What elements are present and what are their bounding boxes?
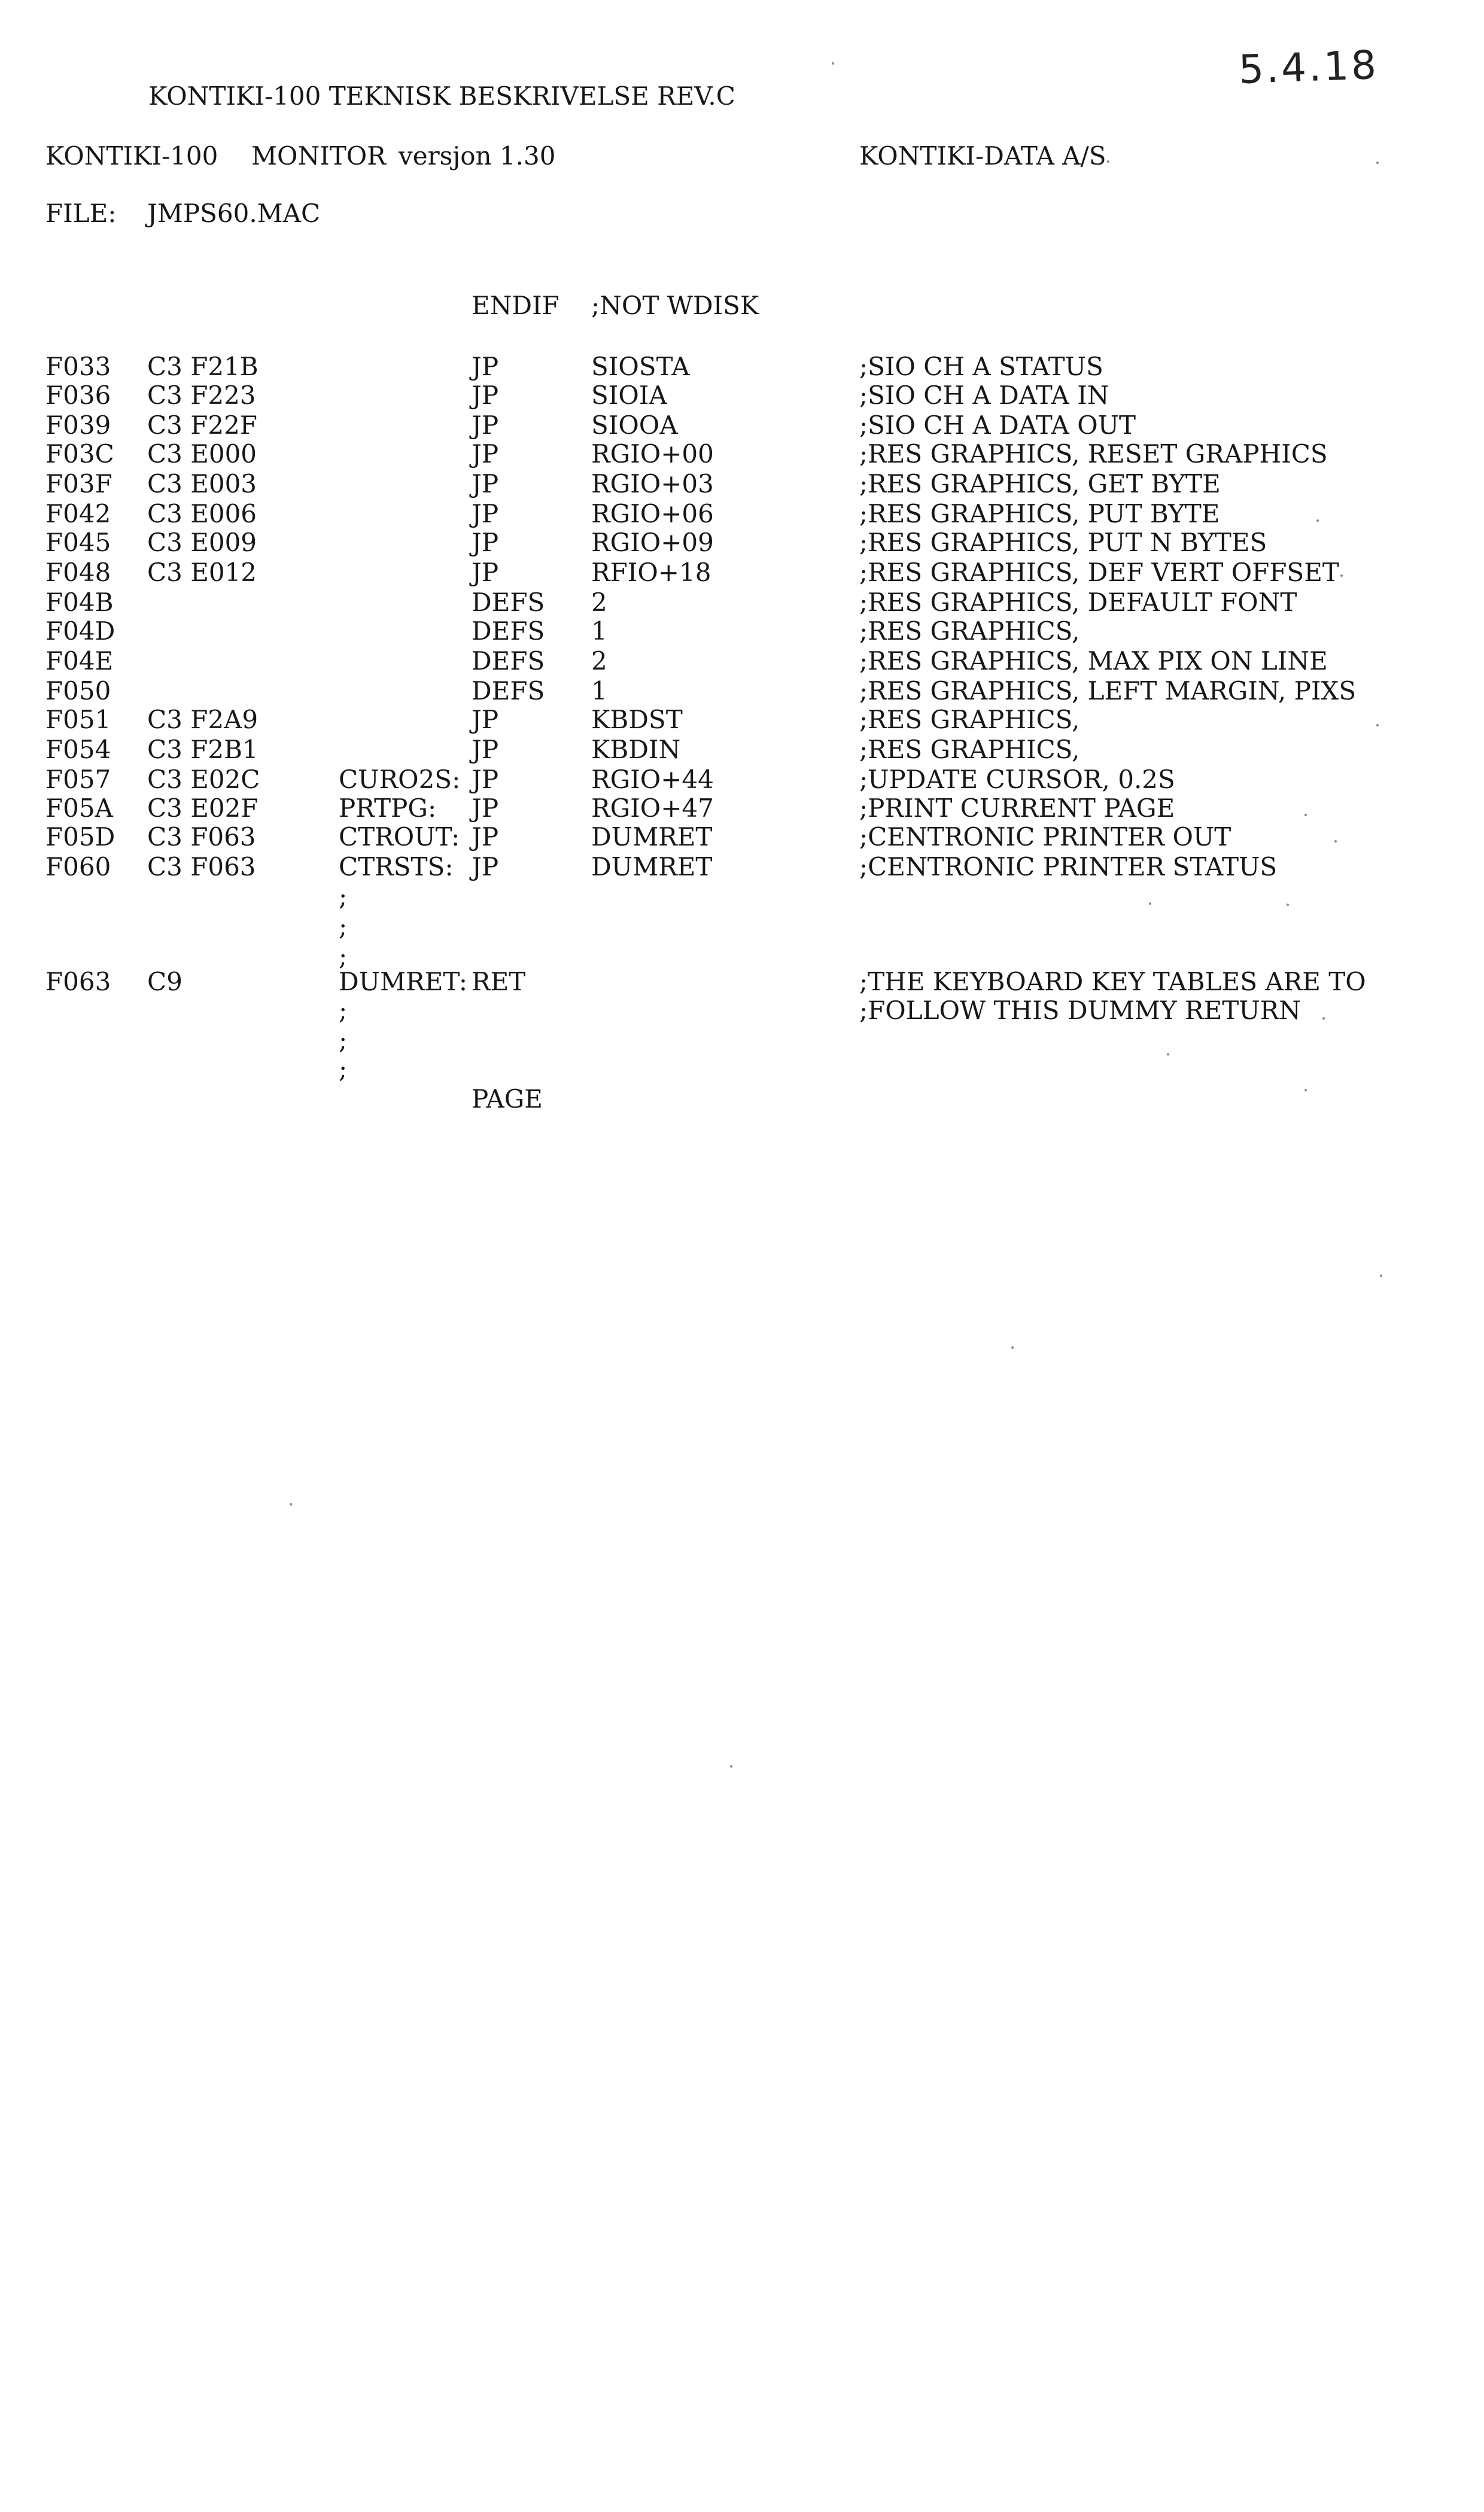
scan-speck [1380,1275,1382,1277]
listing-label: DUMRET: [339,967,468,996]
listing-opcode: JP [472,793,499,823]
listing-opcode: JP [472,469,499,498]
listing-opcode: JP [472,499,499,528]
listing-operand: RGIO+06 [591,499,714,528]
scan-speck [1322,1017,1325,1020]
scan-speck [1304,814,1307,816]
listing-address: F05D [45,822,115,851]
listing-comment: ;UPDATE CURSOR, 0.2S [859,765,1175,794]
listing-comment: ;SIO CH A STATUS [859,352,1103,381]
scan-speck [1316,519,1319,522]
listing-address: F045 [45,528,111,557]
listing-object-code: C3 F2B1 [147,735,259,764]
scan-speck [290,1503,292,1506]
listing-opcode: JP [472,352,499,381]
listing-address: F04D [45,616,115,646]
listing-address: F04B [45,588,114,617]
header-version: versjon 1.30 [399,141,556,171]
listing-operand: KBDIN [591,735,681,764]
listing-object-code: C9 [147,967,183,996]
listing-address: F051 [45,705,111,734]
listing-comment: ;SIO CH A DATA IN [859,381,1109,410]
listing-operand: DUMRET [591,822,713,851]
listing-comment: ;RES GRAPHICS, RESET GRAPHICS [859,439,1328,469]
listing-address: F057 [45,765,111,794]
listing-operand: RGIO+47 [591,793,714,823]
listing-comment: ;RES GRAPHICS, PUT BYTE [859,499,1220,528]
scan-speck [1304,1089,1307,1091]
scan-speck [1011,1346,1014,1349]
listing-label: ; [339,1054,348,1084]
listing-object-code: C3 E02C [147,765,260,794]
listing-object-code: C3 F063 [147,822,256,851]
file-name: JMPS60.MAC [147,199,321,228]
listing-opcode: DEFS [472,646,545,676]
listing-operand: 1 [591,676,607,705]
listing-operand: 2 [591,646,607,676]
listing-address: F054 [45,735,111,764]
listing-operand: RGIO+09 [591,528,714,557]
listing-opcode: JP [472,558,499,587]
listing-opcode: DEFS [472,588,545,617]
listing-label: CTRSTS: [339,852,454,881]
listing-opcode: ENDIF [472,291,559,320]
listing-object-code: C3 E02F [147,793,259,823]
listing-address: F03C [45,439,114,469]
listing-address: F063 [45,967,111,996]
listing-comment: ;RES GRAPHICS, PUT N BYTES [859,528,1267,557]
scan-speck [1149,902,1151,905]
header-program: MONITOR [251,141,386,171]
scan-speck [1334,840,1337,843]
listing-address: F050 [45,676,111,705]
listing-operand: SIOOA [591,410,678,440]
listing-label: PRTPG: [339,793,437,823]
listing-comment: ;PRINT CURRENT PAGE [859,793,1175,823]
header-product: KONTIKI-100 [45,141,218,171]
listing-comment: ;THE KEYBOARD KEY TABLES ARE TO [859,967,1366,996]
listing-opcode: JP [472,765,499,794]
listing-operand: 2 [591,588,607,617]
listing-label: CTROUT: [339,822,460,851]
listing-address: F039 [45,410,111,440]
listing-opcode: JP [472,822,499,851]
listing-label: ; [339,912,348,941]
listing-object-code: C3 E000 [147,439,257,469]
listing-comment: ;SIO CH A DATA OUT [859,410,1136,440]
listing-opcode: DEFS [472,676,545,705]
listing-object-code: C3 F063 [147,852,256,881]
listing-object-code: C3 E009 [147,528,257,557]
scan-speck [730,1765,732,1768]
document-title: KONTIKI-100 TEKNISK BESKRIVELSE REV.C [148,81,735,111]
listing-object-code: C3 E003 [147,469,257,498]
scan-speck [1287,904,1289,906]
file-label: FILE: [45,199,117,228]
listing-address: F042 [45,499,111,528]
listing-object-code: C3 F223 [147,381,256,410]
listing-operand: RGIO+03 [591,469,714,498]
listing-operand: DUMRET [591,852,713,881]
listing-opcode: JP [472,735,499,764]
listing-address: F033 [45,352,111,381]
listing-operand: RFIO+18 [591,558,711,587]
listing-comment: ;RES GRAPHICS, LEFT MARGIN, PIXS [859,676,1357,705]
listing-opcode: JP [472,528,499,557]
scan-speck [832,62,834,65]
listing-object-code: C3 F2A9 [147,705,259,734]
listing-operand: KBDST [591,705,683,734]
listing-label: ; [339,996,348,1025]
listing-object-code: C3 F22F [147,410,257,440]
scan-speck [1340,574,1343,577]
listing-opcode: JP [472,705,499,734]
listing-comment: ;CENTRONIC PRINTER STATUS [859,852,1278,881]
scan-speck [1376,162,1379,164]
listing-comment: ;FOLLOW THIS DUMMY RETURN [859,996,1301,1025]
listing-operand: 1 [591,616,607,646]
listing-address: F048 [45,558,111,587]
listing-comment: ;RES GRAPHICS, MAX PIX ON LINE [859,646,1328,676]
listing-comment: ;RES GRAPHICS, DEF VERT OFFSET [859,558,1339,587]
listing-object-code: C3 E012 [147,558,257,587]
listing-comment: ;RES GRAPHICS, DEFAULT FONT [859,588,1297,617]
listing-operand: RGIO+00 [591,439,714,469]
listing-operand: ;NOT WDISK [591,291,759,320]
listing-opcode: DEFS [472,616,545,646]
listing-opcode: JP [472,852,499,881]
listing-operand: SIOIA [591,381,667,410]
listing-opcode: PAGE [472,1084,543,1114]
listing-address: F060 [45,852,111,881]
listing-opcode: JP [472,381,499,410]
listing-opcode: JP [472,410,499,440]
listing-label: ; [339,882,348,911]
listing-label: ; [339,1026,348,1055]
listing-comment: ;RES GRAPHICS, [859,735,1080,764]
listing-comment: ;CENTRONIC PRINTER OUT [859,822,1231,851]
scan-speck [1107,160,1109,163]
listing-label: ; [339,942,348,971]
listing-address: F03F [45,469,112,498]
listing-operand: SIOSTA [591,352,690,381]
listing-object-code: C3 E006 [147,499,257,528]
header-company: KONTIKI-DATA A/S [859,141,1106,171]
listing-comment: ;RES GRAPHICS, GET BYTE [859,469,1221,498]
listing-address: F036 [45,381,111,410]
scan-speck [1167,1053,1169,1056]
listing-address: F04E [45,646,114,676]
listing-label: CURO2S: [339,765,461,794]
listing-comment: ;RES GRAPHICS, [859,705,1080,734]
listing-opcode: RET [472,967,526,996]
listing-opcode: JP [472,439,499,469]
handwritten-date: 5.4.18 [1237,41,1380,93]
scan-speck [1376,724,1379,726]
listing-address: F05A [45,793,113,823]
listing-comment: ;RES GRAPHICS, [859,616,1080,646]
listing-operand: RGIO+44 [591,765,714,794]
listing-object-code: C3 F21B [147,352,259,381]
